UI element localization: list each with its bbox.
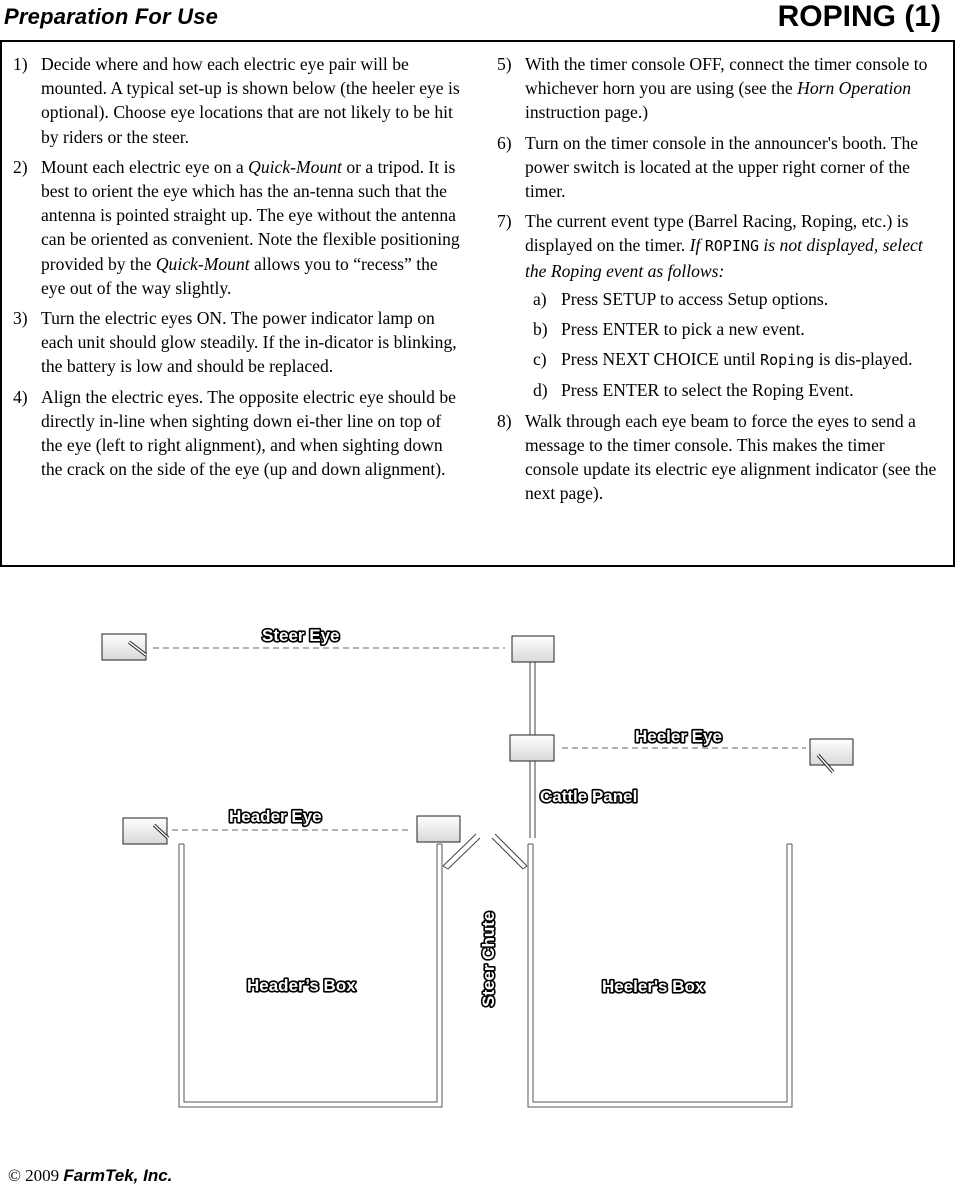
heelers-box-label: Heeler's Box [602, 977, 705, 996]
heeler-eye-label: Heeler Eye [635, 727, 722, 746]
instructions-box [0, 40, 955, 567]
step-number: 5) [497, 54, 512, 74]
substep-text: Press ENTER to select the Roping Event. [561, 380, 854, 401]
step-number: 8) [497, 410, 512, 431]
heelers-box-outline [528, 844, 792, 1107]
substep-d [525, 378, 942, 402]
arena-setup-diagram [0, 600, 955, 1120]
step-number: 6) [497, 132, 512, 153]
step-number: 7) [497, 211, 512, 232]
step-text-emphasis: Horn Operation [797, 78, 911, 99]
step-text: Turn the electric eyes ON. The power indicator lamp on each unit should glow steadily. If the in-dicator is blinking, the battery is low and should be replaced. [41, 308, 457, 377]
step-text: Turn on the timer console in the announcer's booth. The power switch is located at the upper right corner of the timer. [525, 132, 919, 202]
substep-letter: c) [533, 349, 547, 370]
step-1 [13, 52, 463, 149]
step-number: 3) [13, 308, 28, 329]
step-2 [13, 155, 463, 300]
steer-eye-left-icon [102, 634, 146, 660]
step-text: or a tripod. It is best to orient the eye which has the an-tenna such that the antenna is pointed straight up. The eye without the antenna can be oriented as convenient. Note the flexible positioning provided by the [41, 156, 460, 274]
chute-gate-right [492, 834, 527, 869]
step-text: With the timer console OFF, connect the timer console to whichever horn you are using (see the [525, 54, 928, 99]
step-text-emphasis: is not displayed, select the Roping event as follows: [525, 235, 923, 281]
display-code: ROPING [704, 237, 760, 256]
step-7 [497, 209, 942, 402]
display-code: Roping [760, 351, 815, 370]
step-text: Align the electric eyes. The opposite electric eye should be directly in-line when sighting down ei-ther line on top of the eye (left to right alignment), and when sighting down the crack on the side of the eye (up and down alignment). [41, 386, 456, 480]
step-number: 4) [13, 386, 28, 407]
header-eye-right-icon [417, 816, 460, 842]
instructions-left-column [13, 52, 463, 487]
substep-text: Press NEXT CHOICE until [561, 349, 761, 370]
step-5 [497, 52, 942, 125]
substep-letter: d) [533, 380, 548, 401]
substep-text: Press ENTER to pick a new event. [561, 319, 805, 340]
heeler-eye-left-icon [510, 735, 554, 761]
cattle-panel-label: Cattle Panel [540, 787, 638, 806]
step-number: 1) [13, 54, 28, 74]
footer [8, 1166, 172, 1186]
step-text-emphasis: Quick-Mount [155, 253, 250, 274]
header-eye-left-icon [123, 818, 168, 844]
step-text-emphasis: Quick-Mount [248, 156, 342, 177]
header-eye-label: Header Eye [229, 807, 322, 826]
substep-letter: a) [533, 288, 547, 309]
section-title: Preparation For Use [4, 4, 219, 29]
step-text: Decide where and how each electric eye pair will be mounted. A typical set-up is shown below (the heeler eye is optional). Choose eye locations that are not likely to be hit by riders or the steer. [41, 54, 460, 147]
heeler-eye-right-icon [810, 739, 853, 772]
substep-a [525, 287, 942, 311]
company-name: FarmTek, Inc. [63, 1166, 173, 1185]
step-3 [13, 306, 463, 379]
step-text: allows you to “recess” the eye out of the way slightly. [41, 253, 438, 298]
substep-b [525, 317, 942, 341]
copyright-text: © 2009 [8, 1166, 60, 1185]
substep-text: is dis-played. [814, 349, 913, 370]
instructions-right-column [497, 52, 942, 511]
steer-eye-right-icon [512, 636, 554, 662]
step-text: Walk through each eye beam to force the eyes to send a message to the timer console. This makes the timer console update its electric eye alignment indicator (see the next page). [525, 410, 937, 504]
step-8 [497, 409, 942, 506]
substep-letter: b) [533, 319, 548, 340]
step-number: 2) [13, 156, 28, 177]
steer-chute-label: Steer Chute [479, 911, 498, 1007]
step-text-emphasis: If [689, 235, 705, 256]
step-text: instruction page.) [525, 102, 649, 123]
step-text: Mount each electric eye on a [41, 156, 249, 177]
substep-text: Press SETUP to access Setup options. [561, 288, 829, 309]
headers-box-label: Header’s Box [247, 976, 356, 995]
step-6 [497, 131, 942, 204]
substep-c [525, 347, 942, 372]
steer-eye-label: Steer Eye [262, 626, 340, 645]
step-4 [13, 385, 463, 482]
page-title: ROPING (1) [777, 0, 941, 33]
step-text: The current event type (Barrel Racing, Roping, etc.) is displayed on the timer. [525, 211, 909, 256]
